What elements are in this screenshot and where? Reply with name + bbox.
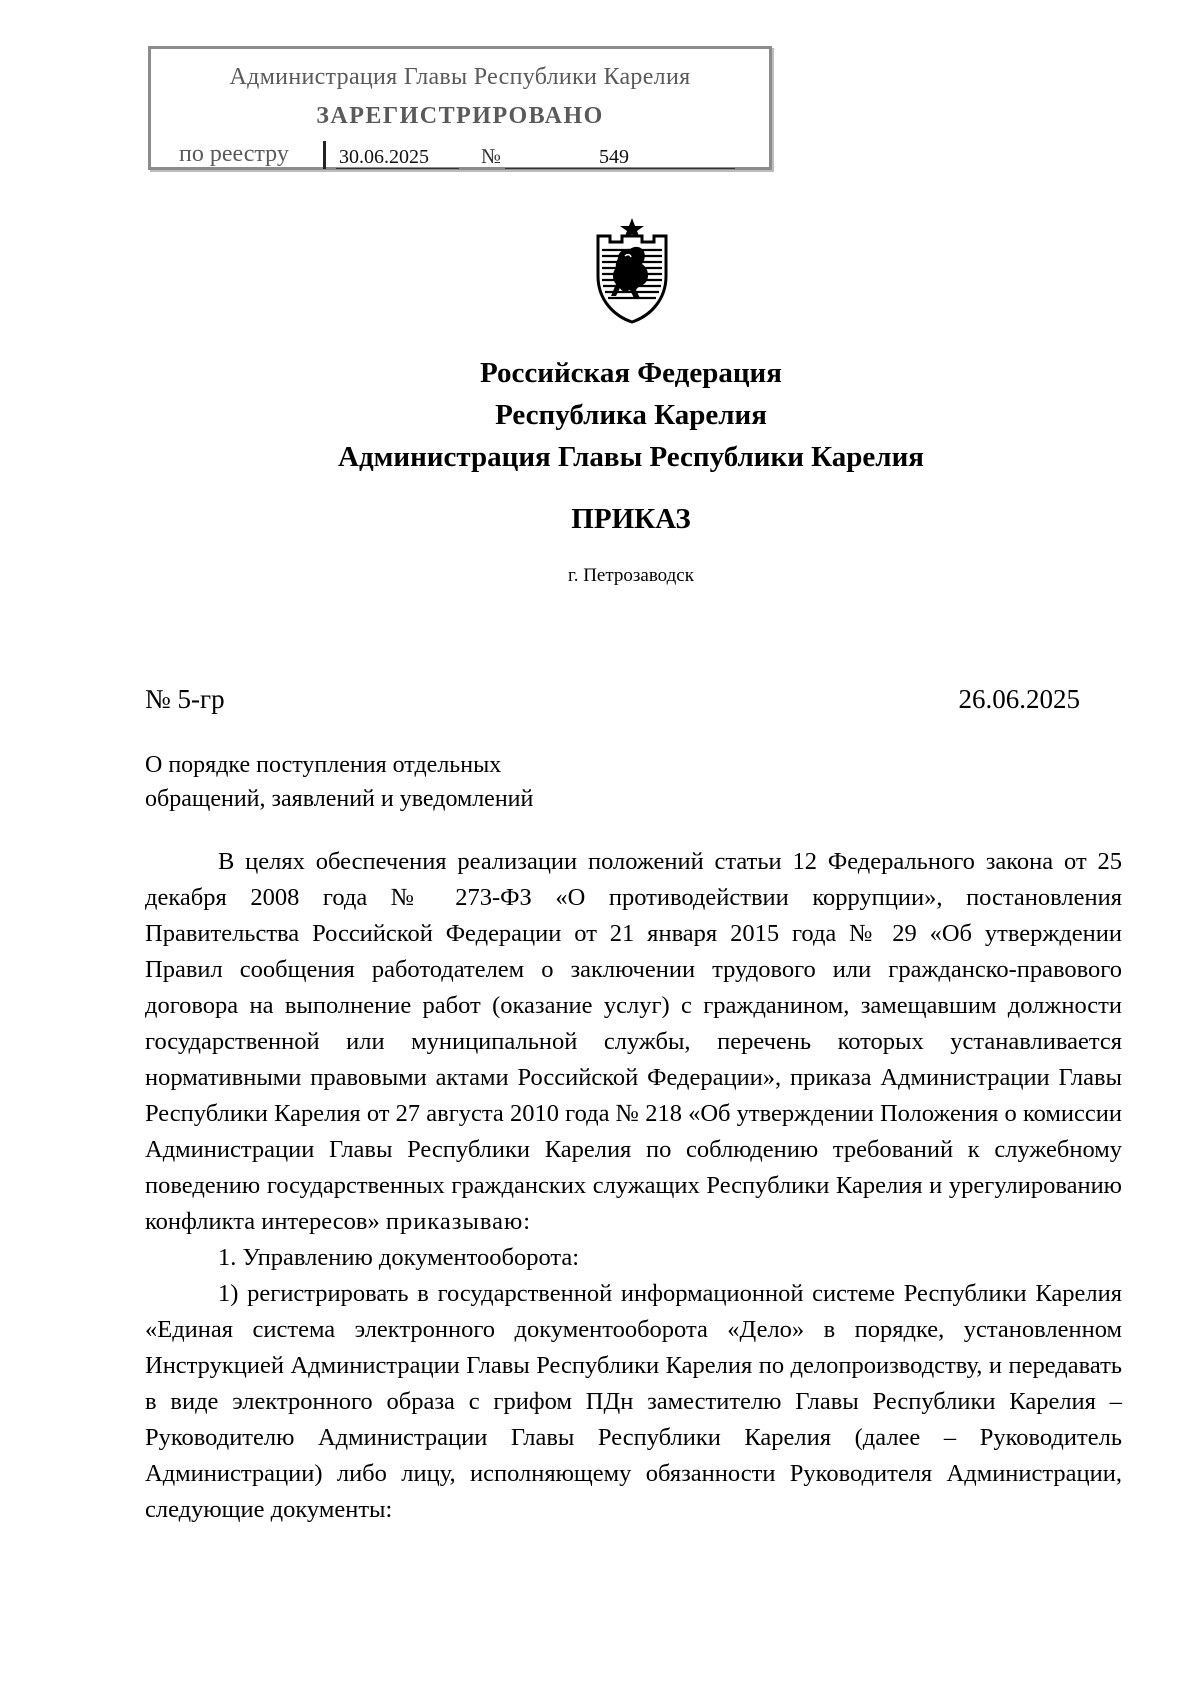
body-item-1: 1. Управлению документооборота: — [218, 1244, 580, 1271]
stamp-number-sign: № — [481, 144, 502, 168]
stamp-registry-label: по реестру — [179, 141, 289, 167]
body-preamble — [145, 844, 1122, 1240]
document-number: № 5-гр — [145, 684, 225, 714]
preamble-text: В целях обеспечения реализации положений статьи 12 Федерального закона от 25 декабря 2008 года № 273-ФЗ «О противодействии коррупции», постановления Правительства Российской Федерации от 21 января 2015 года № 29 «Об утверждении Правил сообщения работодателем о заключении трудового или гражданско-правового договора на выполнение работ (оказание услуг) с гражданином, замещавшим должности государственной или муниципальной службы, перечень которых устанавливается нормативными правовыми актами Российской Федерации», приказа Администрации Главы Республики Карелия от 27 августа 2010 года № 218 «Об утверждении Положения о комиссии Администрации Главы Республики Карелия по соблюдению требований к служебному поведению государственных гражданских служащих Республики Карелия и урегулированию конфликта интересов» — [145, 848, 1122, 1235]
subject-line-2: обращений, заявлений и уведомлений — [145, 786, 534, 812]
document-subject — [145, 748, 533, 816]
document-type: ПРИКАЗ — [571, 503, 691, 535]
registration-stamp — [148, 46, 772, 170]
order-word: приказываю: — [385, 1208, 532, 1235]
header-region: Республика Карелия — [495, 399, 767, 431]
stamp-registry-number: 549 — [505, 146, 735, 169]
stamp-status: ЗАРЕГИСТРИРОВАНО — [316, 103, 604, 129]
body-item-1-1: 1) регистрировать в государственной информационной системе Республики Карелия «Единая система электронного документооборота «Дело» в порядке, установленном Инструкцией Администрации Главы Республики Карелия по делопроизводству, и передавать в виде электронного образа с грифом ПДн заместителю Главы Республики Карелия – Руководителю Администрации Главы Республики Карелия (далее – Руководитель Администрации) либо лицу, исполняющему обязанности Руководителя Администрации, следующие документы: — [145, 1280, 1122, 1523]
header-organization: Администрация Главы Республики Карелия — [338, 441, 924, 473]
document-body — [145, 844, 1122, 1528]
karelia-coat-of-arms-icon — [588, 216, 676, 324]
subject-line-1: О порядке поступления отдельных — [145, 752, 502, 778]
header-country: Российская Федерация — [480, 357, 782, 389]
number-date-row — [145, 684, 1080, 715]
stamp-organization: Администрация Главы Республики Карелия — [229, 64, 691, 90]
document-city: г. Петрозаводск — [568, 565, 694, 586]
document-date: 26.06.2025 — [958, 684, 1080, 714]
stamp-registry-date: 30.06.2025 — [336, 146, 459, 169]
stamp-divider — [323, 141, 326, 169]
